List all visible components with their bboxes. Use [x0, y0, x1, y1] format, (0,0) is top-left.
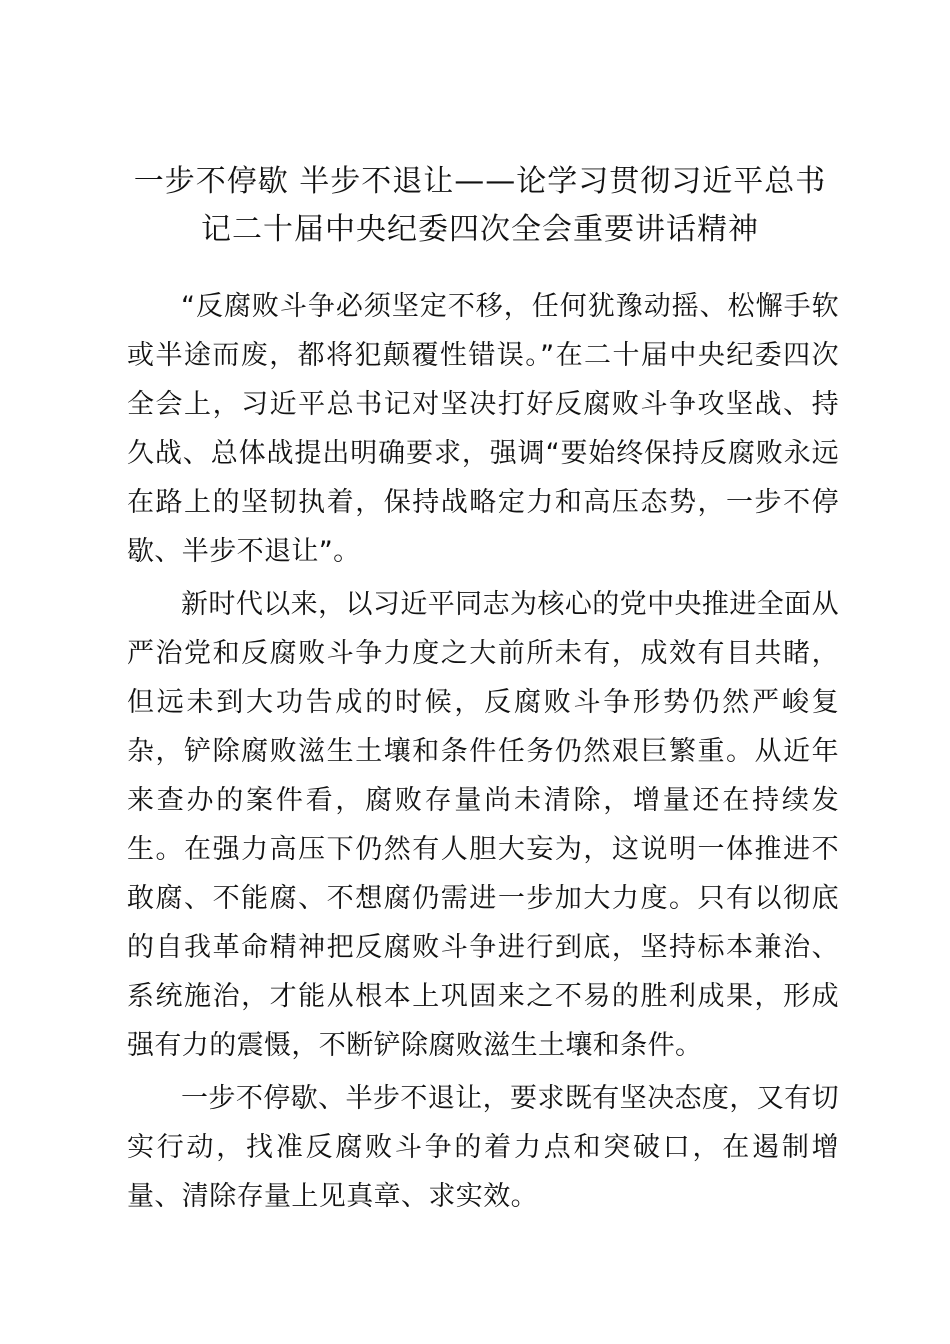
- paragraph-2: 新时代以来，以习近平同志为核心的党中央推进全面从严治党和反腐败斗争力度之大前所未有，成效有目共睹，但远未到大功告成的时候，反腐败斗争形势仍然严峻复杂，铲除腐败滋生土壤和条件任务仍然艰巨繁重。从近年来查办的案件看，腐败存量尚未清除，增量还在持续发生。在强力高压下仍然有人胆大妄为，这说明一体推进不敢腐、不能腐、不想腐仍需进一步加大力度。只有以彻底的自我革命精神把反腐败斗争进行到底，坚持标本兼治、系统施治，才能从根本上巩固来之不易的胜利成果，形成强有力的震慑，不断铲除腐败滋生土壤和条件。: [127, 589, 839, 1061]
- paragraph-3: 一步不停歇、半步不退让，要求既有坚决态度，又有切实行动，找准反腐败斗争的着力点和突破口，在遏制增量、清除存量上见真章、求实效。: [127, 1083, 839, 1212]
- document-body: [127, 282, 839, 1225]
- document-title: 一步不停歇 半步不退让——论学习贯彻习近平总书记二十届中央纪委四次全会重要讲话精神: [133, 164, 827, 247]
- paragraph-1: “反腐败斗争必须坚定不移，任何犹豫动摇、松懈手软或半途而废，都将犯颠覆性错误。”在二十届中央纪委四次全会上，习近平总书记对坚决打好反腐败斗争攻坚战、持久战、总体战提出明确要求，强调“要始终保持反腐败永远在路上的坚韧执着，保持战略定力和高压态势，一步不停歇、半步不退让”。: [127, 291, 839, 567]
